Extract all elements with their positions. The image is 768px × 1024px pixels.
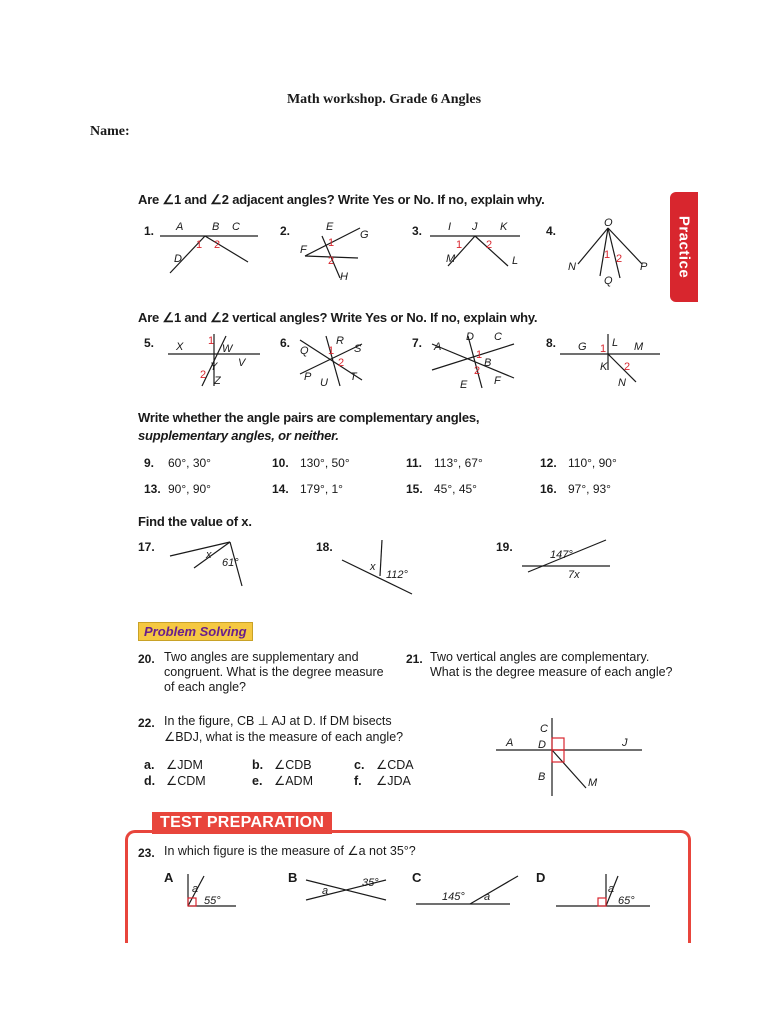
svg-text:F: F [300, 244, 307, 256]
svg-text:1: 1 [328, 345, 335, 357]
section2-instruction: Are ∠1 and ∠2 vertical angles? Write Yes or No. If no, explain why. [138, 310, 538, 325]
q22-option-letter: f. [354, 774, 362, 788]
svg-text:2: 2 [624, 361, 631, 373]
svg-text:F: F [494, 375, 501, 387]
svg-text:G: G [360, 229, 369, 241]
item-17-number: 17. [138, 540, 155, 554]
q22-option-letter: a. [144, 758, 155, 772]
svg-text:L: L [512, 255, 519, 267]
q22-figure [492, 714, 652, 798]
pair-value: 45°, 45° [434, 482, 477, 496]
section4-instruction: Find the value of x. [138, 514, 252, 529]
practice-tab-label: Practice [675, 215, 693, 279]
practice-tab [670, 192, 698, 302]
svg-text:M: M [634, 341, 644, 353]
q22-option-letter: e. [252, 774, 263, 788]
worksheet-image [130, 180, 693, 932]
svg-text:1: 1 [600, 343, 607, 355]
q20-text: Two angles are supplementary and congruent. What is the degree measure of each angle? [164, 650, 384, 694]
item-2-number: 2. [280, 224, 291, 238]
choice-c-var: a [484, 891, 491, 903]
choice-d-var: a [608, 883, 615, 895]
q22-option-letter: b. [252, 758, 264, 772]
problem-solving-banner: Problem Solving [138, 622, 253, 641]
choice-letter: B [288, 870, 298, 885]
pair-value: 60°, 30° [168, 456, 211, 470]
q23-number: 23. [138, 846, 155, 860]
svg-text:B: B [484, 357, 492, 369]
svg-text:G: G [578, 341, 587, 353]
q22-option-text: ∠JDA [376, 774, 411, 788]
pair-value: 179°, 1° [300, 482, 343, 496]
svg-text:2: 2 [474, 365, 481, 377]
q22-text-line1: In the figure, CB ⊥ AJ at D. If DM bisects [164, 714, 392, 728]
pair-number: 13. [144, 482, 161, 496]
svg-text:K: K [500, 221, 508, 233]
svg-text:2: 2 [328, 255, 335, 267]
svg-text:N: N [568, 261, 576, 273]
choice-b-angle: 35° [362, 877, 379, 889]
svg-text:2: 2 [214, 239, 221, 251]
svg-text:X: X [176, 341, 184, 353]
pair-number: 10. [272, 456, 289, 470]
svg-text:2: 2 [338, 357, 345, 369]
svg-text:1: 1 [604, 249, 611, 261]
svg-text:1: 1 [328, 237, 335, 249]
q22-option-letter: d. [144, 774, 156, 788]
test-prep-banner: TEST PREPARATION [152, 812, 332, 834]
q22-option-text: ∠CDM [166, 774, 206, 788]
pair-value: 97°, 93° [568, 482, 611, 496]
q22-option-letter: c. [354, 758, 365, 772]
choice-a-angle: 55° [204, 895, 221, 907]
pair-number: 14. [272, 482, 289, 496]
q22-option-text: ∠CDA [376, 758, 414, 772]
svg-text:O: O [604, 218, 613, 229]
svg-text:C: C [232, 221, 240, 233]
page-title: Math workshop. Grade 6 Angles [286, 92, 482, 107]
svg-text:R: R [336, 335, 344, 347]
choice-letter: A [164, 870, 174, 885]
svg-text:K: K [600, 361, 608, 373]
section4-figures [130, 536, 670, 596]
svg-text:2: 2 [616, 253, 623, 265]
pair-number: 11. [406, 456, 423, 470]
svg-text:2: 2 [200, 369, 207, 381]
svg-text:D: D [538, 739, 546, 751]
q22-option-text: ∠CDB [274, 758, 312, 772]
q17-angle-label: 61° [222, 557, 239, 569]
section3-instruction-line1: Write whether the angle pairs are complementary angles, [138, 410, 480, 425]
svg-text:A: A [176, 221, 184, 233]
q18-angle-label: 112° [386, 569, 408, 581]
svg-text:P: P [304, 371, 312, 383]
svg-text:V: V [238, 357, 246, 369]
choice-c-angle: 145° [442, 891, 465, 903]
svg-text:2: 2 [486, 239, 493, 251]
svg-text:E: E [460, 379, 468, 390]
svg-text:P: P [640, 261, 648, 273]
item-19-number: 19. [496, 540, 513, 554]
section1-figures [130, 218, 670, 298]
item-6-number: 6. [280, 336, 291, 350]
svg-text:Y: Y [210, 361, 218, 373]
svg-text:C: C [540, 723, 548, 735]
section2-figures [130, 330, 670, 390]
item-1-number: 1. [144, 224, 155, 238]
item-8-number: 8. [546, 336, 557, 350]
choice-letter: C [412, 870, 422, 885]
svg-text:A: A [434, 341, 442, 353]
pair-number: 12. [540, 456, 557, 470]
svg-text:D: D [466, 331, 474, 343]
q23-figures [130, 870, 670, 920]
svg-text:A: A [506, 737, 514, 749]
svg-text:1: 1 [476, 349, 483, 361]
svg-text:Q: Q [604, 275, 613, 287]
svg-text:N: N [618, 377, 626, 389]
svg-text:S: S [354, 343, 362, 355]
q22-text-line2: ∠BDJ, what is the measure of each angle? [164, 730, 404, 744]
name-label: Name: [90, 124, 130, 139]
section3-instruction-line2: supplementary angles, or neither. [138, 428, 339, 443]
pair-value: 110°, 90° [568, 456, 617, 470]
svg-text:Q: Q [300, 345, 309, 357]
pair-number: 16. [540, 482, 557, 496]
svg-text:J: J [622, 737, 628, 749]
q22-option-text: ∠ADM [274, 774, 313, 788]
pair-value: 90°, 90° [168, 482, 211, 496]
svg-text:C: C [494, 331, 502, 343]
section1-instruction: Are ∠1 and ∠2 adjacent angles? Write Yes or No. If no, explain why. [138, 192, 545, 207]
svg-text:M: M [588, 777, 598, 789]
svg-text:E: E [326, 221, 334, 233]
svg-text:T: T [350, 371, 357, 383]
item-5-number: 5. [144, 336, 155, 350]
choice-a-var: a [192, 883, 199, 895]
svg-text:W: W [222, 343, 233, 355]
pair-value: 130°, 50° [300, 456, 350, 470]
svg-text:1: 1 [196, 239, 203, 251]
svg-text:1: 1 [208, 335, 215, 347]
svg-text:J: J [472, 221, 478, 233]
choice-d-angle: 65° [618, 895, 635, 907]
svg-text:B: B [538, 771, 546, 783]
svg-text:H: H [340, 271, 348, 283]
item-7-number: 7. [412, 336, 423, 350]
choice-b-var: a [322, 885, 329, 897]
svg-text:1: 1 [456, 239, 463, 251]
svg-text:I: I [448, 221, 452, 233]
item-3-number: 3. [412, 224, 423, 238]
item-4-number: 4. [546, 224, 557, 238]
svg-text:L: L [612, 337, 619, 349]
svg-text:M: M [446, 253, 456, 265]
q21-text: Two vertical angles are complementary. What is the degree measure of each angle? [430, 650, 673, 679]
svg-text:D: D [174, 253, 182, 265]
svg-text:Z: Z [214, 375, 221, 387]
pair-value: 113°, 67° [434, 456, 483, 470]
q20-number: 20. [138, 652, 155, 666]
q18-x-label: x [370, 561, 376, 573]
pair-number: 15. [406, 482, 423, 496]
choice-letter: D [536, 870, 546, 885]
q19-angle-label: 147° [550, 549, 573, 561]
q23-text: In which figure is the measure of ∠a not 35°? [164, 844, 416, 858]
q19-x-label: 7x [568, 569, 580, 581]
q22-number: 22. [138, 716, 155, 730]
q21-number: 21. [406, 652, 423, 666]
svg-text:U: U [320, 377, 328, 389]
q22-option-text: ∠JDM [166, 758, 203, 772]
pair-number: 9. [144, 456, 155, 470]
svg-text:B: B [212, 221, 220, 233]
item-18-number: 18. [316, 540, 333, 554]
q17-x-label: x [206, 549, 212, 561]
